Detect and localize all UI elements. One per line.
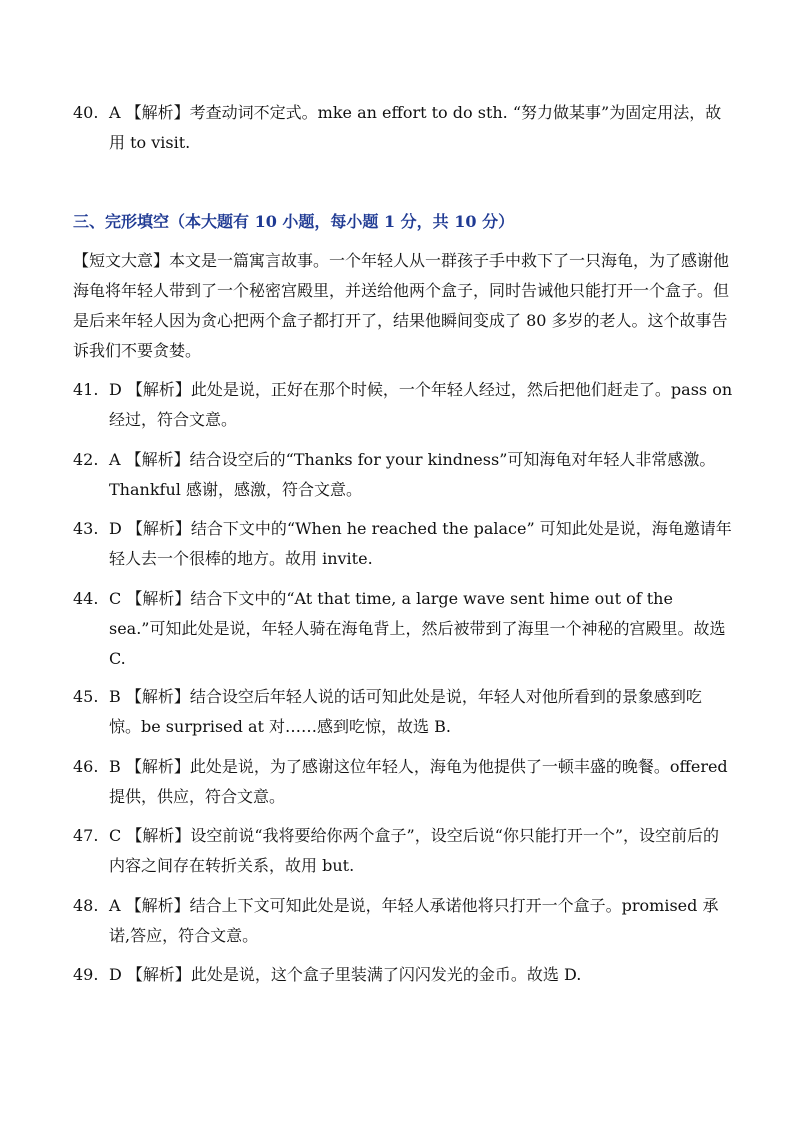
answer-item-48 [73, 891, 733, 951]
answer-item-46 [73, 752, 733, 812]
section-heading: 三、完形填空（本大题有 10 小题，每小题 1 分，共 10 分） [73, 212, 515, 231]
item-text: A 【解析】考查动词不定式。mke an effort to do sth. “努力做某事”为固定用法，故用 to visit. [109, 103, 722, 152]
item-text: D 【解析】此处是说，这个盒子里装满了闪闪发光的金币。故选 D. [109, 965, 582, 984]
passage-summary: 【短文大意】本文是一篇寓言故事。一个年轻人从一群孩子手中救下了一只海龟，为了感谢他海龟将年轻人带到了一个秘密宫殿里，并送给他两个盒子，同时告诫他只能打开一个盒子。但是后来年轻人因为贪心把两个盒子都打开了，结果他瞬间变成了 80 多岁的老人。这个故事告诉我们不要贪婪。 [73, 251, 730, 360]
item-number: 40. [73, 103, 99, 122]
answer-item-47 [73, 821, 733, 881]
answer-item-45 [73, 682, 733, 742]
item-text: A 【解析】结合上下文可知此处是说，年轻人承诺他将只打开一个盒子。promised 承诺,答应，符合文意。 [109, 896, 719, 945]
answer-item-44 [73, 584, 733, 674]
item-number: 41. [73, 380, 99, 399]
item-number: 48. [73, 896, 99, 915]
answer-item-43 [73, 514, 733, 574]
answer-item-49 [73, 960, 733, 990]
item-number: 49. [73, 965, 99, 984]
item-number: 42. [73, 450, 99, 469]
item-number: 46. [73, 757, 99, 776]
answer-item-41 [73, 375, 733, 435]
item-text: D 【解析】结合下文中的“When he reached the palace” 可知此处是说，海龟邀请年轻人去一个很棒的地方。故用 invite. [109, 519, 732, 568]
item-text: A 【解析】结合设空后的“Thanks for your kindness”可知海龟对年轻人非常感激。Thankful 感谢，感激，符合文意。 [109, 450, 716, 499]
answer-item-40 [73, 98, 733, 158]
item-text: D 【解析】此处是说，正好在那个时候，一个年轻人经过，然后把他们赶走了。pass on 经过，符合文意。 [109, 380, 733, 429]
item-number: 45. [73, 687, 99, 706]
item-text: B 【解析】此处是说，为了感谢这位年轻人，海龟为他提供了一顿丰盛的晚餐。offered 提供，供应，符合文意。 [109, 757, 728, 806]
item-number: 47. [73, 826, 99, 845]
item-number: 43. [73, 519, 99, 538]
item-text: C 【解析】结合下文中的“At that time, a large wave sent hime out of the sea.”可知此处是说，年轻人骑在海龟背上，然后被带到了海里一个神秘的宫殿里。故选 C. [109, 589, 726, 668]
item-text: B 【解析】结合设空后年轻人说的话可知此处是说，年轻人对他所看到的景象感到吃惊。be surprised at 对……感到吃惊，故选 B. [109, 687, 702, 736]
item-text: C 【解析】设空前说“我将要给你两个盒子”，设空后说“你只能打开一个”，设空前后的内容之间存在转折关系，故用 but. [109, 826, 720, 875]
answer-item-42 [73, 445, 733, 505]
item-number: 44. [73, 589, 99, 608]
